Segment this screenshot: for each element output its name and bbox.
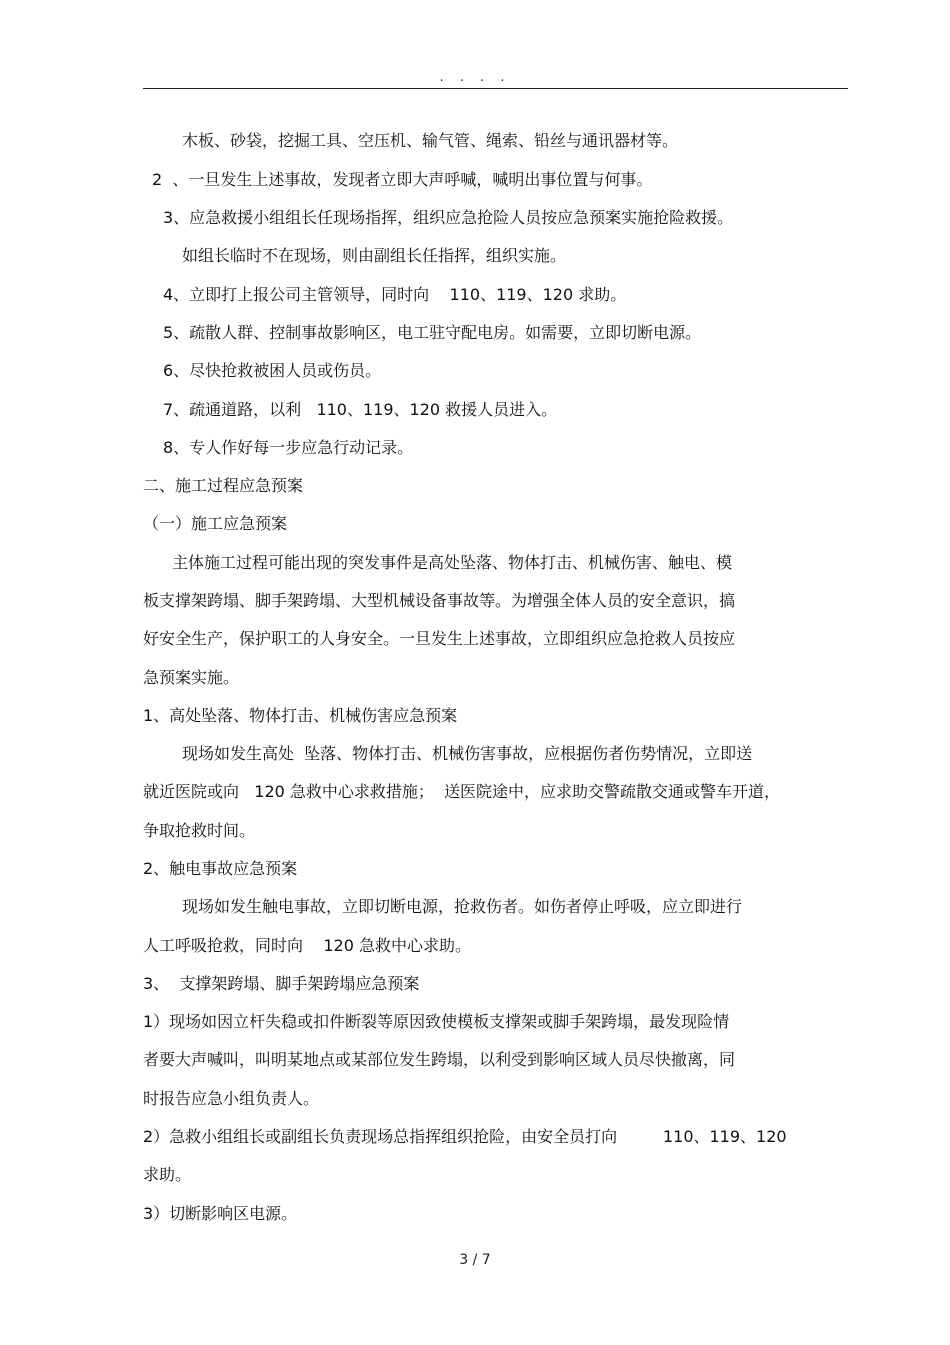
text-line: 好安全生产，保护职工的人身安全。一旦发生上述事故，立即组织应急抢救人员按应: [143, 629, 736, 648]
text-line: 2）急救小组组长或副组长负责现场总指挥组织抢险，由安全员打向 110、119、120: [143, 1127, 787, 1146]
section-heading: 二、施工过程应急预案: [143, 476, 304, 495]
text-line: 1）现场如因立杆失稳或扣件断裂等原因致使模板支撑架或脚手架跨塌，最发现险情: [143, 1012, 730, 1031]
subsection-heading: （一）施工应急预案: [143, 514, 288, 533]
text-line: 时报告应急小组负责人。: [143, 1089, 320, 1108]
header-rule: [143, 88, 848, 89]
text-line: 就近医院或向 120 急救中心求救措施； 送医院途中，应求助交警疏散交通或警车开道，: [143, 782, 781, 801]
text-line: 板支撑架跨塌、脚手架跨塌、大型机械设备事故等。为增强全体人员的安全意识，搞: [143, 591, 736, 610]
text-line: 争取抢救时间。: [143, 821, 256, 840]
item-heading: 2、触电事故应急预案: [143, 859, 298, 878]
text-line: 4、立即打上报公司主管领导，同时向 110、119、120 求助。: [163, 285, 627, 304]
text-line: 现场如发生高处 坠落、物体打击、机械伤害事故，应根据伤者伤势情况，立即送: [182, 744, 753, 763]
item-heading: 1、高处坠落、物体打击、机械伤害应急预案: [143, 706, 458, 725]
text-line: 6、尽快抢救被困人员或伤员。: [163, 361, 382, 380]
text-line: 现场如发生触电事故，立即切断电源，抢救伤者。如伤者停止呼吸，应立即进行: [182, 897, 743, 916]
text-line: 人工呼吸抢救，同时向 120 急救中心求助。: [143, 936, 471, 955]
text-line: 2 、一旦发生上述事故，发现者立即大声呼喊，喊明出事位置与何事。: [152, 170, 653, 189]
text-line: 3、应急救援小组组长任现场指挥，组织应急抢险人员按应急预案实施抢险救援。: [163, 208, 734, 227]
text-line: 求助。: [143, 1165, 192, 1184]
text-line: 主体施工过程可能出现的突发事件是高处坠落、物体打击、机械伤害、触电、模: [172, 553, 733, 572]
text-line: 者要大声喊叫，叫明某地点或某部位发生跨塌，以利受到影响区域人员尽快撤离，同: [143, 1050, 736, 1069]
text-line: 7、疏通道路，以利 110、119、120 救援人员进入。: [163, 400, 558, 419]
header-dots: . . . .: [439, 70, 511, 85]
text-line: 5、疏散人群、控制事故影响区，电工驻守配电房。如需要，立即切断电源。: [163, 323, 702, 342]
text-line: 木板、砂袋，挖掘工具、空压机、输气管、绳索、铅丝与通讯器材等。: [182, 131, 679, 150]
text-line: 急预案实施。: [143, 668, 240, 687]
page-number: 3 / 7: [459, 1252, 491, 1268]
text-line: 如组长临时不在现场，则由副组长任指挥，组织实施。: [182, 246, 567, 265]
text-line: 3）切断影响区电源。: [143, 1204, 298, 1223]
item-heading: 3、 支撑架跨塌、脚手架跨塌应急预案: [143, 974, 420, 993]
text-line: 8、专人作好每一步应急行动记录。: [163, 438, 414, 457]
